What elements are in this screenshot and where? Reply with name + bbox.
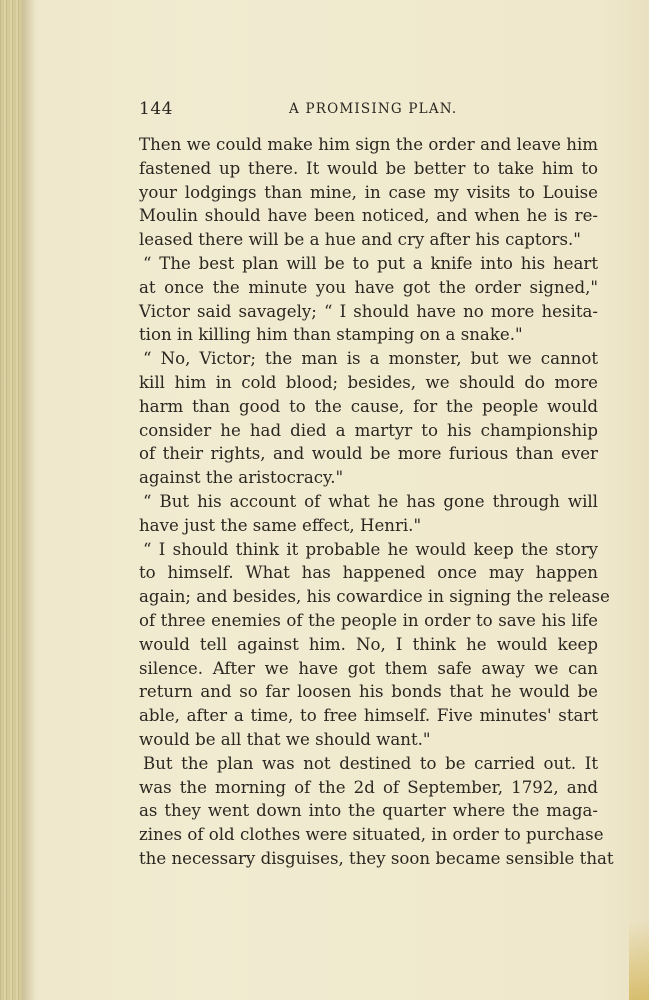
text-line: “ The best plan will be to put a knife into his heart (143, 253, 598, 273)
text-line: again; and besides, his cowardice in signing the release (139, 587, 610, 607)
text-line: Then we could make him sign the order and leave him (139, 135, 598, 154)
running-title: A PROMISING PLAN. (289, 101, 458, 117)
text-line: consider he had died a martyr to his championship (139, 420, 598, 440)
text-line: have just the same effect, Henri." (139, 515, 422, 535)
body-text (139, 133, 614, 871)
text-line: leased there will be a hue and cry after his captors." (139, 230, 581, 250)
text-line: “ No, Victor; the man is a monster, but we cannot (143, 349, 598, 369)
text-line: the necessary disguises, they soon became sensible that (139, 848, 614, 868)
text-line: able, after a time, to free himself. Five minutes' start (139, 706, 598, 726)
text-line: against the aristocracy." (139, 468, 344, 488)
text-line: But the plan was not destined to be carried out. It (143, 753, 598, 773)
page-number: 144 (139, 99, 173, 119)
text-line: fastened up there. It would be better to take him to (139, 158, 598, 178)
text-line: of their rights, and would be more furious than ever (139, 444, 598, 464)
text-line: would be all that we should want." (139, 729, 431, 749)
gutter-shadow (22, 0, 36, 1000)
text-line: of three enemies of the people in order to save his life (139, 610, 598, 630)
text-line: to himself. What has happened once may happen (139, 563, 598, 583)
text-line: was the morning of the 2d of September, 1792, and (139, 777, 598, 797)
text-line: as they went down into the quarter where the maga- (139, 801, 598, 821)
text-line: at once the minute you have got the order signed," (139, 277, 598, 297)
text-line: harm than good to the cause, for the people would (139, 396, 598, 416)
text-line: “ I should think it probable he would keep the story (143, 539, 598, 559)
text-line: “ But his account of what he has gone through will (143, 491, 598, 511)
text-line: your lodgings than mine, in case my visits to Louise (139, 182, 598, 202)
text-line: tion in killing him than stamping on a snake." (139, 325, 523, 345)
text-line: return and so far loosen his bonds that he would be (139, 682, 598, 702)
text-line: Victor said savagely; “ I should have no more hesita- (139, 301, 598, 321)
text-line: kill him in cold blood; besides, we should do more (139, 372, 598, 392)
text-line: Moulin should have been noticed, and when he is re- (139, 206, 598, 226)
page-header (139, 99, 599, 121)
page-corner-stain (629, 920, 649, 1000)
text-line: would tell against him. No, I think he would keep (139, 634, 598, 654)
text-line: zines of old clothes were situated, in order to purchase (139, 825, 604, 845)
text-line: silence. After we have got them safe away we can (139, 658, 598, 678)
book-binding-edge (0, 0, 22, 1000)
